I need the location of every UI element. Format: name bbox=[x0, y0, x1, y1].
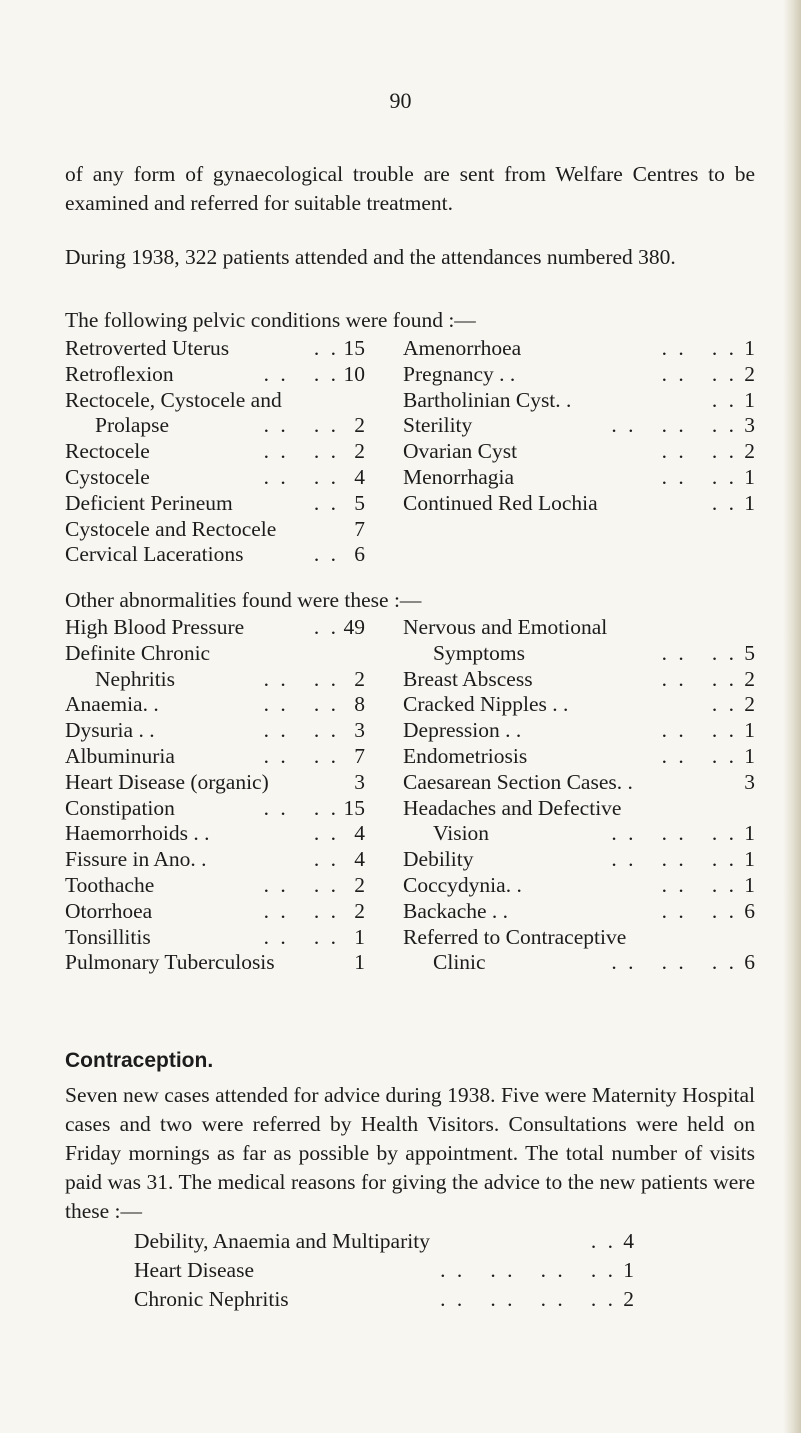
condition-count: 2 bbox=[354, 666, 365, 691]
condition-label: Nephritis bbox=[95, 666, 176, 691]
condition-row bbox=[403, 491, 755, 517]
leader-dots: . . bbox=[313, 490, 339, 515]
condition-label: Tonsillitis bbox=[65, 924, 151, 949]
condition-count: 7 bbox=[354, 516, 365, 541]
condition-count: 1 bbox=[744, 718, 755, 743]
condition-label: Rectocele, Cystocele and bbox=[65, 387, 282, 412]
leader-dots: . . . . bbox=[263, 718, 339, 743]
condition-label: Cystocele and Rectocele bbox=[65, 516, 277, 541]
condition-row bbox=[403, 465, 755, 491]
leader-dots: . . . . bbox=[661, 464, 737, 489]
other-abnormalities-left-column bbox=[65, 615, 365, 976]
condition-label: Otorrhoea bbox=[65, 898, 153, 923]
condition-label: Ovarian Cyst bbox=[403, 439, 518, 464]
condition-count: 1 bbox=[744, 387, 755, 412]
condition-row bbox=[65, 615, 365, 641]
condition-label: Chronic Nephritis bbox=[134, 1287, 289, 1311]
condition-row bbox=[65, 770, 365, 796]
condition-label: Caesarean Section Cases. . bbox=[403, 769, 633, 794]
condition-label: Debility bbox=[403, 847, 474, 872]
condition-label: Breast Abscess bbox=[403, 666, 533, 691]
condition-label: Retroverted Uterus bbox=[65, 336, 230, 360]
condition-count: 5 bbox=[744, 640, 755, 665]
leader-dots: . . . . bbox=[263, 795, 339, 820]
condition-row bbox=[403, 667, 755, 693]
condition-label: Depression . . bbox=[403, 718, 522, 743]
condition-count: 2 bbox=[354, 872, 365, 897]
other-abnormalities-right-column bbox=[403, 615, 755, 976]
condition-label: Cervical Lacerations bbox=[65, 542, 244, 567]
leader-dots: . . . . bbox=[263, 743, 339, 768]
leader-dots: . . . . . . bbox=[611, 821, 737, 846]
condition-count: 15 bbox=[343, 336, 365, 360]
condition-row bbox=[403, 925, 755, 951]
condition-count: 3 bbox=[744, 769, 755, 794]
condition-count: 2 bbox=[354, 898, 365, 923]
condition-label: Headaches and Defective bbox=[403, 795, 622, 820]
condition-count: 49 bbox=[343, 615, 365, 639]
condition-label: Continued Red Lochia bbox=[403, 490, 598, 515]
condition-count: 1 bbox=[354, 950, 365, 975]
condition-label: Endometriosis bbox=[403, 743, 528, 768]
condition-label: Bartholinian Cyst. . bbox=[403, 387, 572, 412]
contraception-reasons-list bbox=[134, 1227, 634, 1314]
condition-count: 1 bbox=[744, 872, 755, 897]
condition-row bbox=[65, 899, 365, 925]
condition-label: High Blood Pressure bbox=[65, 615, 245, 639]
condition-row bbox=[403, 796, 755, 822]
condition-count: 4 bbox=[354, 847, 365, 872]
condition-label: Definite Chronic bbox=[65, 640, 211, 665]
condition-count: 3 bbox=[354, 718, 365, 743]
condition-row bbox=[65, 491, 365, 517]
condition-count: 3 bbox=[354, 769, 365, 794]
leader-dots: . . . . bbox=[661, 872, 737, 897]
pelvic-conditions-left-column bbox=[65, 336, 365, 568]
condition-label: Retroflexion bbox=[65, 361, 174, 386]
condition-row bbox=[134, 1285, 634, 1314]
condition-row bbox=[65, 388, 365, 414]
condition-label: Dysuria . . bbox=[65, 718, 155, 743]
condition-row bbox=[65, 796, 365, 822]
condition-label: Deficient Perineum bbox=[65, 490, 233, 515]
condition-count: 1 bbox=[623, 1258, 634, 1282]
condition-label: Fissure in Ano. . bbox=[65, 847, 207, 872]
condition-row bbox=[403, 388, 755, 414]
condition-row bbox=[65, 821, 365, 847]
condition-label: Cracked Nipples . . bbox=[403, 692, 569, 717]
leader-dots: . . . . bbox=[263, 692, 339, 717]
condition-label: Pulmonary Tuberculosis bbox=[65, 950, 275, 975]
condition-row bbox=[65, 950, 365, 976]
intro-paragraph: of any form of gynaecological trouble are sent from Welfare Centres to be examined and referred for suitable treatment. bbox=[65, 162, 755, 215]
condition-row bbox=[403, 950, 755, 976]
condition-count: 2 bbox=[623, 1287, 634, 1311]
condition-count: 6 bbox=[744, 898, 755, 923]
condition-row bbox=[403, 873, 755, 899]
condition-row bbox=[65, 336, 365, 362]
condition-label: Rectocele bbox=[65, 439, 150, 464]
condition-count: 10 bbox=[343, 361, 365, 386]
condition-count: 4 bbox=[354, 821, 365, 846]
condition-label: Amenorrhoea bbox=[403, 336, 522, 360]
leader-dots: . . . . bbox=[661, 743, 737, 768]
condition-label: Albuminuria bbox=[65, 743, 175, 768]
leader-dots: . . bbox=[313, 847, 339, 872]
leader-dots: . . . . bbox=[661, 718, 737, 743]
condition-label: Symptoms bbox=[433, 640, 525, 665]
attendance-paragraph: During 1938, 322 patients attended and the attendances numbered 380. bbox=[65, 245, 676, 269]
condition-row bbox=[65, 718, 365, 744]
condition-row bbox=[403, 821, 755, 847]
condition-row bbox=[403, 413, 755, 439]
leader-dots: . . . . bbox=[661, 336, 737, 360]
condition-row bbox=[65, 413, 365, 439]
leader-dots: . . . . . . . . bbox=[440, 1258, 616, 1282]
contraception-paragraph: Seven new cases attended for advice during 1938. Five were Maternity Hospital cases and two were referred by Health Visitors. Consultations were held on Friday mornings as far as possible by appointment. The total number of visits paid was 31. The medical reasons for giving the advice to the new patients were these :— bbox=[65, 1083, 755, 1223]
condition-count: 2 bbox=[744, 361, 755, 386]
condition-label: Haemorrhoids . . bbox=[65, 821, 210, 846]
condition-count: 15 bbox=[343, 795, 365, 820]
condition-label: Clinic bbox=[433, 950, 486, 975]
condition-label: Heart Disease (organic) bbox=[65, 769, 269, 794]
page-number: 90 bbox=[389, 88, 412, 113]
other-abnormalities-intro: Other abnormalities found were these :— bbox=[65, 588, 422, 612]
leader-dots: . . bbox=[711, 490, 737, 515]
leader-dots: . . bbox=[711, 692, 737, 717]
condition-row bbox=[65, 847, 365, 873]
condition-row bbox=[403, 899, 755, 925]
condition-label: Constipation bbox=[65, 795, 175, 820]
condition-row bbox=[65, 744, 365, 770]
leader-dots: . . . . bbox=[263, 361, 339, 386]
condition-count: 1 bbox=[744, 464, 755, 489]
leader-dots: . . . . bbox=[263, 898, 339, 923]
condition-row bbox=[65, 873, 365, 899]
condition-count: 1 bbox=[744, 336, 755, 360]
page-edge-shadow bbox=[783, 0, 801, 1433]
condition-row bbox=[403, 692, 755, 718]
leader-dots: . . bbox=[313, 615, 339, 639]
condition-row bbox=[134, 1256, 634, 1285]
condition-count: 2 bbox=[744, 666, 755, 691]
condition-row bbox=[65, 542, 365, 568]
pelvic-conditions-intro: The following pelvic conditions were found :— bbox=[65, 308, 476, 332]
condition-count: 1 bbox=[744, 821, 755, 846]
leader-dots: . . . . bbox=[661, 666, 737, 691]
condition-label: Anaemia. . bbox=[65, 692, 159, 717]
condition-count: 6 bbox=[744, 950, 755, 975]
leader-dots: . . bbox=[313, 821, 339, 846]
pelvic-conditions-right-column bbox=[403, 336, 755, 517]
condition-count: 4 bbox=[354, 464, 365, 489]
condition-row bbox=[403, 770, 755, 796]
condition-row bbox=[403, 718, 755, 744]
condition-row bbox=[134, 1227, 634, 1256]
condition-count: 1 bbox=[744, 743, 755, 768]
leader-dots: . . . . . . bbox=[611, 847, 737, 872]
condition-label: Pregnancy . . bbox=[403, 361, 516, 386]
condition-label: Toothache bbox=[65, 872, 155, 897]
condition-row bbox=[403, 439, 755, 465]
leader-dots: . . . . . . bbox=[611, 950, 737, 975]
condition-count: 2 bbox=[354, 413, 365, 438]
leader-dots: . . . . bbox=[661, 361, 737, 386]
condition-count: 3 bbox=[744, 413, 755, 438]
condition-label: Cystocele bbox=[65, 464, 150, 489]
contraception-heading: Contraception. bbox=[65, 1049, 214, 1072]
leader-dots: . . bbox=[313, 542, 339, 567]
leader-dots: . . bbox=[590, 1229, 616, 1253]
condition-label: Vision bbox=[433, 821, 490, 846]
leader-dots: . . . . bbox=[661, 898, 737, 923]
condition-row bbox=[65, 641, 365, 667]
leader-dots: . . . . bbox=[263, 464, 339, 489]
condition-row bbox=[65, 465, 365, 491]
condition-row bbox=[65, 517, 365, 543]
leader-dots: . . . . bbox=[263, 413, 339, 438]
leader-dots: . . bbox=[313, 336, 339, 360]
leader-dots: . . . . bbox=[263, 924, 339, 949]
condition-count: 6 bbox=[354, 542, 365, 567]
condition-row bbox=[403, 847, 755, 873]
condition-row bbox=[403, 362, 755, 388]
condition-row bbox=[65, 667, 365, 693]
condition-count: 2 bbox=[744, 439, 755, 464]
condition-label: Heart Disease bbox=[134, 1258, 254, 1282]
condition-row bbox=[65, 439, 365, 465]
condition-row bbox=[65, 362, 365, 388]
condition-count: 2 bbox=[744, 692, 755, 717]
leader-dots: . . . . bbox=[661, 439, 737, 464]
condition-label: Debility, Anaemia and Multiparity bbox=[134, 1229, 430, 1253]
leader-dots: . . . . bbox=[263, 666, 339, 691]
condition-row bbox=[65, 925, 365, 951]
condition-count: 2 bbox=[354, 439, 365, 464]
condition-label: Coccydynia. . bbox=[403, 872, 522, 897]
condition-label: Menorrhagia bbox=[403, 464, 515, 489]
leader-dots: . . . . . . bbox=[611, 413, 737, 438]
condition-count: 4 bbox=[623, 1229, 634, 1253]
condition-count: 1 bbox=[354, 924, 365, 949]
leader-dots: . . . . . . . . bbox=[440, 1287, 616, 1311]
condition-row bbox=[65, 692, 365, 718]
condition-count: 7 bbox=[354, 743, 365, 768]
condition-count: 8 bbox=[354, 692, 365, 717]
condition-count: 5 bbox=[354, 490, 365, 515]
condition-count: 1 bbox=[744, 490, 755, 515]
leader-dots: . . bbox=[711, 387, 737, 412]
condition-label: Prolapse bbox=[95, 413, 170, 438]
condition-row bbox=[403, 336, 755, 362]
leader-dots: . . . . bbox=[263, 439, 339, 464]
condition-label: Referred to Contraceptive bbox=[403, 924, 627, 949]
condition-row bbox=[403, 744, 755, 770]
condition-row bbox=[403, 641, 755, 667]
leader-dots: . . . . bbox=[263, 872, 339, 897]
condition-label: Backache . . bbox=[403, 898, 509, 923]
condition-count: 1 bbox=[744, 847, 755, 872]
condition-label: Sterility bbox=[403, 413, 473, 438]
condition-label: Nervous and Emotional bbox=[403, 615, 608, 639]
condition-row bbox=[403, 615, 755, 641]
leader-dots: . . . . bbox=[661, 640, 737, 665]
